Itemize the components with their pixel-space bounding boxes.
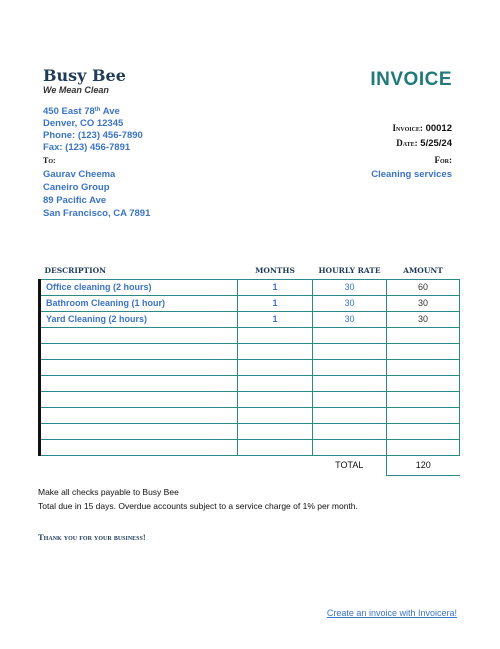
column-header-hourly-rate: HOURLY RATE: [313, 263, 387, 279]
item-amount: [387, 343, 460, 359]
invoice-date: 5/25/24: [420, 138, 452, 149]
total-label: TOTAL: [313, 455, 387, 475]
table-row: [40, 295, 460, 311]
invoice-for-value: Cleaning services: [371, 169, 452, 180]
item-rate: 30: [313, 311, 387, 327]
item-rate: [313, 327, 387, 343]
item-description: [40, 327, 238, 343]
item-amount: [387, 407, 460, 423]
item-description: [40, 375, 238, 391]
item-months: [238, 407, 313, 423]
item-months: 1: [238, 279, 313, 295]
item-amount: 30: [387, 311, 460, 327]
item-amount: [387, 359, 460, 375]
bill-to-line: 89 Pacific Ave: [43, 195, 107, 206]
invoice-number: 00012: [425, 123, 452, 134]
item-description: Bathroom Cleaning (1 hour): [40, 295, 238, 311]
table-row: [40, 343, 460, 359]
bill-to-label: To:: [43, 156, 56, 165]
item-months: [238, 391, 313, 407]
item-months: [238, 423, 313, 439]
item-description: [40, 391, 238, 407]
company-fax: Fax: (123) 456-7891: [43, 142, 131, 153]
item-rate: [313, 391, 387, 407]
line-items-table: [38, 263, 460, 476]
item-amount: [387, 423, 460, 439]
table-header-row: [40, 263, 460, 279]
table-row: [40, 391, 460, 407]
item-rate: [313, 423, 387, 439]
item-rate: [313, 407, 387, 423]
create-invoice-link[interactable]: Create an invoice with Invoicera!: [326, 608, 457, 618]
item-amount: 30: [387, 295, 460, 311]
item-description: [40, 359, 238, 375]
table-row: [40, 423, 460, 439]
table-row: [40, 279, 460, 295]
item-amount: [387, 375, 460, 391]
invoice-title: INVOICE: [370, 69, 452, 90]
item-months: 1: [238, 295, 313, 311]
table-row: [40, 327, 460, 343]
terms-note: Total due in 15 days. Overdue accounts subject to a service charge of 1% per month.: [38, 501, 358, 511]
table-row: [40, 407, 460, 423]
item-months: [238, 343, 313, 359]
item-amount: [387, 439, 460, 455]
table-row: [40, 375, 460, 391]
item-description: [40, 407, 238, 423]
item-rate: [313, 359, 387, 375]
invoice-for-label: For:: [434, 155, 452, 165]
column-header-amount: AMOUNT: [387, 263, 460, 279]
column-header-months: MONTHS: [238, 263, 313, 279]
bill-to-line: Gaurav Cheema: [43, 169, 116, 180]
company-phone: Phone: (123) 456-7890: [43, 130, 143, 141]
item-rate: 30: [313, 295, 387, 311]
item-rate: 30: [313, 279, 387, 295]
item-rate: [313, 439, 387, 455]
table-row: [40, 439, 460, 455]
bill-to-line: San Francisco, CA 7891: [43, 208, 151, 219]
invoice-date-field: [396, 138, 452, 149]
item-months: 1: [238, 311, 313, 327]
item-rate: [313, 343, 387, 359]
item-months: [238, 359, 313, 375]
item-description: [40, 423, 238, 439]
item-description: Yard Cleaning (2 hours): [40, 311, 238, 327]
item-description: [40, 343, 238, 359]
company-address-line1: 450 East 78th Ave: [43, 106, 120, 117]
column-header-description: DESCRIPTION: [40, 263, 238, 279]
item-description: [40, 439, 238, 455]
bill-to-line: Caneiro Group: [43, 182, 110, 193]
invoice-number-label: Invoice:: [392, 123, 423, 133]
total-value: 120: [387, 455, 460, 475]
table-row: [40, 359, 460, 375]
item-months: [238, 327, 313, 343]
item-months: [238, 375, 313, 391]
item-months: [238, 439, 313, 455]
item-description: Office cleaning (2 hours): [40, 279, 238, 295]
item-amount: [387, 327, 460, 343]
company-name: Busy Bee: [43, 66, 126, 85]
total-row: [40, 455, 460, 475]
thank-you-message: Thank you for your business!: [38, 532, 146, 542]
invoice-date-label: Date:: [396, 138, 418, 148]
item-rate: [313, 375, 387, 391]
invoice-number-field: [393, 123, 452, 134]
item-amount: 60: [387, 279, 460, 295]
payment-note: Make all checks payable to Busy Bee: [38, 487, 179, 497]
company-tagline: We Mean Clean: [43, 85, 109, 95]
table-row: [40, 311, 460, 327]
company-address-line2: Denver, CO 12345: [43, 118, 124, 129]
item-amount: [387, 391, 460, 407]
